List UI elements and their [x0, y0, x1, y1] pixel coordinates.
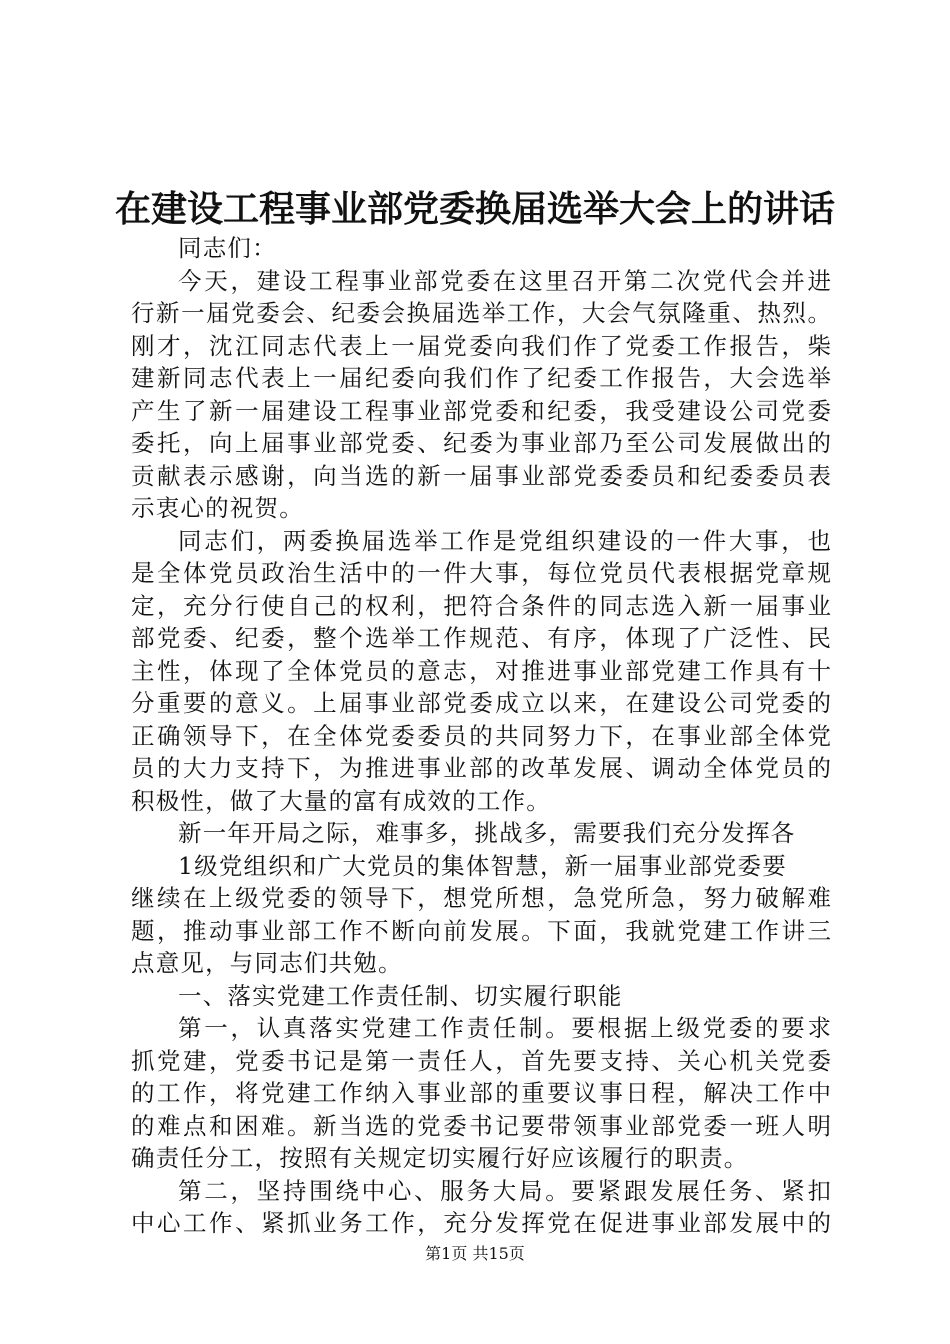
text-line: 员的大力支持下，为推进事业部的改革发展、调动全体党员的 [131, 754, 831, 782]
text-line: 新一年开局之际，难事多，挑战多，需要我们充分发挥各 [178, 819, 796, 847]
text-line: 抓党建，党委书记是第一责任人，首先要支持、关心机关党委 [131, 1046, 831, 1075]
document-title: 在建设工程事业部党委换届选举大会上的讲话 [114, 188, 835, 230]
text-line: 同志们，两委换届选举工作是党组织建设的一件大事，也 [178, 526, 831, 555]
text-line: 示衷心的祝贺。 [131, 494, 304, 522]
text-line: 继续在上级党委的领导下，想党所想，急党所急，努力破解难 [131, 884, 831, 912]
text-line: 一、落实党建工作责任制、切实履行职能 [178, 981, 623, 1010]
text-line: 积极性，做了大量的富有成效的工作。 [131, 786, 551, 815]
text-line: 贡献表示感谢，向当选的新一届事业部党委委员和纪委委员表 [131, 461, 831, 490]
text-line: 产生了新一届建设工程事业部党委和纪委，我受建设公司党委 [131, 396, 831, 425]
text-line: 委托，向上届事业部党委、纪委为事业部乃至公司发展做出的 [131, 429, 831, 457]
text-line: 建新同志代表上一届纪委向我们作了纪委工作报告，大会选举 [131, 364, 831, 392]
text-line: 题，推动事业部工作不断向前发展。下面，我就党建工作讲三 [131, 916, 831, 945]
text-line: 定，充分行使自己的权利，把符合条件的同志选入新一届事业 [131, 591, 831, 620]
text-line: 正确领导下，在全体党委委员的共同努力下，在事业部全体党 [131, 721, 831, 750]
document-body [131, 232, 831, 1240]
text-line: 今天，建设工程事业部党委在这里召开第二次党代会并进 [178, 266, 831, 295]
text-line: 同志们： [178, 234, 277, 262]
text-line: 主性，体现了全体党员的意志，对推进事业部党建工作具有十 [131, 656, 831, 685]
text-line: 分重要的意义。上届事业部党委成立以来，在建设公司党委的 [131, 689, 831, 717]
text-line: 确责任分工，按照有关规定切实履行好应该履行的职责。 [131, 1144, 749, 1172]
text-line: 部党委、纪委，整个选举工作规范、有序，体现了广泛性、民 [131, 624, 831, 652]
text-line: 的难点和困难。新当选的党委书记要带领事业部党委一班人明 [131, 1111, 831, 1140]
text-line: 中心工作、紧抓业务工作，充分发挥党在促进事业部发展中的 [131, 1209, 831, 1237]
text-line: 1级党组织和广大党员的集体智慧，新一届事业部党委要 [178, 851, 787, 880]
text-line: 行新一届党委会、纪委会换届选举工作，大会气氛隆重、热烈。 [131, 299, 831, 327]
page-number-footer: 第1页 共15页 [425, 1244, 525, 1263]
text-line: 是全体党员政治生活中的一件大事，每位党员代表根据党章规 [131, 559, 831, 587]
text-line: 刚才，沈江同志代表上一届党委向我们作了党委工作报告，柴 [131, 331, 831, 360]
text-line: 点意见，与同志们共勉。 [131, 949, 403, 977]
text-line: 第二，坚持围绕中心、服务大局。要紧跟发展任务、紧扣 [178, 1176, 831, 1205]
text-line: 的工作，将党建工作纳入事业部的重要议事日程，解决工作中 [131, 1079, 831, 1107]
text-line: 第一，认真落实党建工作责任制。要根据上级党委的要求 [178, 1014, 831, 1042]
